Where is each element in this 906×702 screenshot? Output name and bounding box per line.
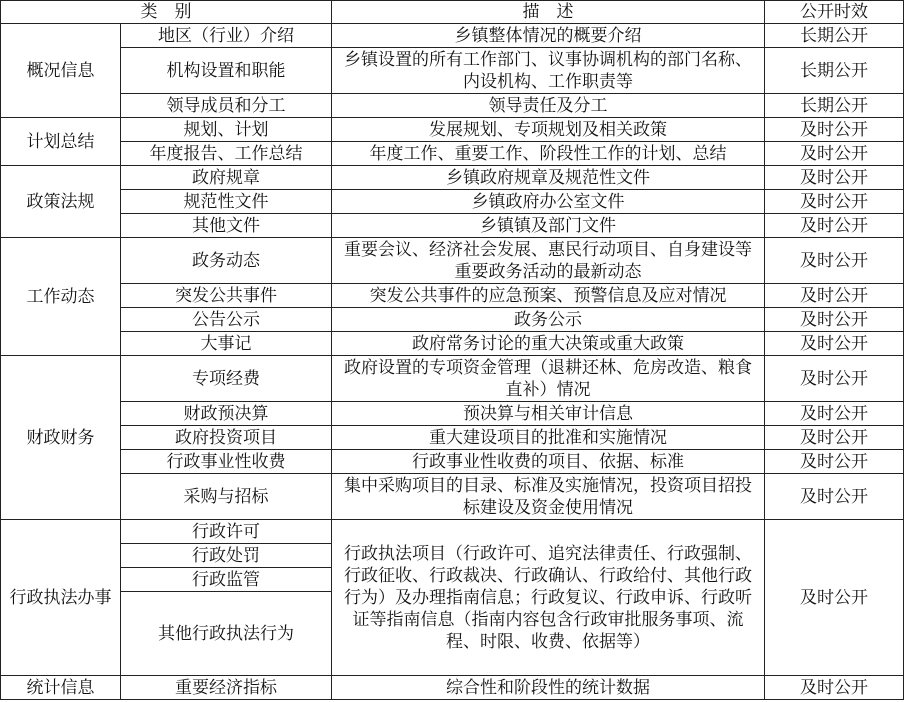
time-cell: 及时公开 bbox=[765, 190, 904, 214]
item-cell: 政府规章 bbox=[121, 166, 332, 190]
desc-cell: 乡镇设置的所有工作部门、议事协调机构的部门名称、内设机构、工作职责等 bbox=[332, 48, 765, 94]
desc-cell: 集中采购项目的目录、标准及实施情况，投资项目招投标建设及资金使用情况 bbox=[332, 474, 765, 520]
item-cell: 地区（行业）介绍 bbox=[121, 24, 332, 48]
item-cell: 其他文件 bbox=[121, 214, 332, 238]
header-timeliness: 公开时效 bbox=[765, 1, 904, 24]
table-row bbox=[1, 356, 904, 402]
time-cell: 及时公开 bbox=[765, 332, 904, 356]
desc-cell: 年度工作、重要工作、阶段性工作的计划、总结 bbox=[332, 142, 765, 166]
time-cell: 长期公开 bbox=[765, 24, 904, 48]
time-cell: 及时公开 bbox=[765, 356, 904, 402]
time-cell: 及时公开 bbox=[765, 118, 904, 142]
item-cell: 突发公共事件 bbox=[121, 284, 332, 308]
table-row bbox=[1, 332, 904, 356]
item-cell: 政务动态 bbox=[121, 238, 332, 284]
header-row bbox=[1, 1, 904, 24]
table-row bbox=[1, 450, 904, 474]
group-cell: 财政财务 bbox=[1, 356, 121, 520]
item-cell: 公告公示 bbox=[121, 308, 332, 332]
desc-cell: 突发公共事件的应急预案、预警信息及应对情况 bbox=[332, 284, 765, 308]
table-row bbox=[1, 48, 904, 94]
table-row bbox=[1, 118, 904, 142]
header-description-cell: 描 述 bbox=[332, 1, 765, 24]
desc-cell: 重大建设项目的批准和实施情况 bbox=[332, 426, 765, 450]
desc-cell: 重要会议、经济社会发展、惠民行动项目、自身建设等重要政务活动的最新动态 bbox=[332, 238, 765, 284]
time-cell: 及时公开 bbox=[765, 214, 904, 238]
group-cell: 工作动态 bbox=[1, 238, 121, 356]
group-cell: 统计信息 bbox=[1, 676, 121, 700]
time-cell: 及时公开 bbox=[765, 520, 904, 676]
group-cell: 计划总结 bbox=[1, 118, 121, 166]
item-cell: 财政预决算 bbox=[121, 402, 332, 426]
desc-cell: 领导责任及分工 bbox=[332, 94, 765, 118]
item-cell: 规划、计划 bbox=[121, 118, 332, 142]
item-cell: 行政监管 bbox=[121, 568, 332, 592]
item-cell: 重要经济指标 bbox=[121, 676, 332, 700]
group-cell: 政策法规 bbox=[1, 166, 121, 238]
time-cell: 及时公开 bbox=[765, 142, 904, 166]
desc-cell: 政务公示 bbox=[332, 308, 765, 332]
item-cell: 规范性文件 bbox=[121, 190, 332, 214]
desc-cell: 乡镇政府办公室文件 bbox=[332, 190, 765, 214]
desc-cell: 政府常务讨论的重大决策或重大政策 bbox=[332, 332, 765, 356]
desc-cell: 综合性和阶段性的统计数据 bbox=[332, 676, 765, 700]
header-category: 类 别 bbox=[1, 1, 332, 24]
desc-cell: 乡镇镇及部门文件 bbox=[332, 214, 765, 238]
time-cell: 长期公开 bbox=[765, 48, 904, 94]
group-cell: 概况信息 bbox=[1, 24, 121, 118]
item-cell: 其他行政执法行为 bbox=[121, 592, 332, 676]
table-row bbox=[1, 166, 904, 190]
desc-cell: 乡镇政府规章及规范性文件 bbox=[332, 166, 765, 190]
table-row bbox=[1, 94, 904, 118]
item-cell: 大事记 bbox=[121, 332, 332, 356]
item-cell: 专项经费 bbox=[121, 356, 332, 402]
time-cell: 及时公开 bbox=[765, 284, 904, 308]
item-cell: 年度报告、工作总结 bbox=[121, 142, 332, 166]
time-cell: 及时公开 bbox=[765, 308, 904, 332]
time-cell: 及时公开 bbox=[765, 426, 904, 450]
table-row bbox=[1, 474, 904, 520]
table-row bbox=[1, 676, 904, 700]
table-row bbox=[1, 214, 904, 238]
time-cell: 及时公开 bbox=[765, 474, 904, 520]
desc-cell: 发展规划、专项规划及相关政策 bbox=[332, 118, 765, 142]
time-cell: 及时公开 bbox=[765, 402, 904, 426]
item-cell: 领导成员和分工 bbox=[121, 94, 332, 118]
table-row bbox=[1, 426, 904, 450]
table-row bbox=[1, 284, 904, 308]
desc-cell: 行政事业性收费的项目、依据、标准 bbox=[332, 450, 765, 474]
time-cell: 及时公开 bbox=[765, 238, 904, 284]
item-cell: 行政事业性收费 bbox=[121, 450, 332, 474]
time-cell: 及时公开 bbox=[765, 166, 904, 190]
time-cell: 长期公开 bbox=[765, 94, 904, 118]
item-cell: 采购与招标 bbox=[121, 474, 332, 520]
item-cell: 机构设置和职能 bbox=[121, 48, 332, 94]
desc-cell: 预决算与相关审计信息 bbox=[332, 402, 765, 426]
table-row bbox=[1, 24, 904, 48]
desc-cell: 行政执法项目（行政许可、追究法律责任、行政强制、行政征收、行政裁决、行政确认、行政给付、其他行政行为）及办理指南信息；行政复议、行政申诉、行政听证等指南信息（指南内容包含行政审批服务事项、流程、时限、收费、依据等） bbox=[332, 520, 765, 676]
item-cell: 政府投资项目 bbox=[121, 426, 332, 450]
table-row bbox=[1, 308, 904, 332]
time-cell: 及时公开 bbox=[765, 676, 904, 700]
table-row bbox=[1, 238, 904, 284]
table-row bbox=[1, 142, 904, 166]
desc-cell: 政府设置的专项资金管理（退耕还林、危房改造、粮食直补）情况 bbox=[332, 356, 765, 402]
table-row bbox=[1, 520, 904, 544]
table-row bbox=[1, 402, 904, 426]
group-cell: 行政执法办事 bbox=[1, 520, 121, 676]
time-cell: 及时公开 bbox=[765, 450, 904, 474]
desc-cell: 乡镇整体情况的概要介绍 bbox=[332, 24, 765, 48]
item-cell: 行政处罚 bbox=[121, 544, 332, 568]
table-row bbox=[1, 190, 904, 214]
item-cell: 行政许可 bbox=[121, 520, 332, 544]
